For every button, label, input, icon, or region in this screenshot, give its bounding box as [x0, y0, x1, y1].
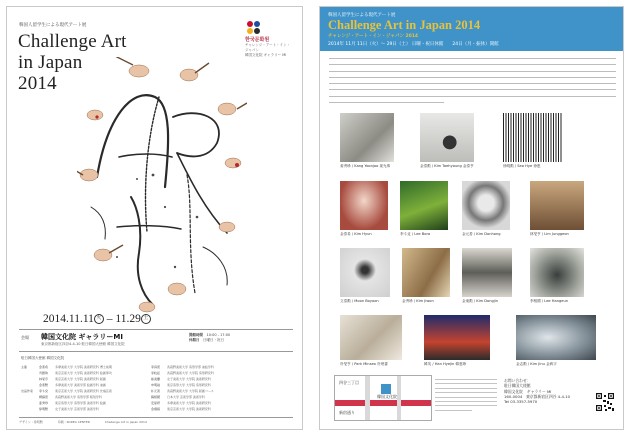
map-label: 新宿通り	[339, 410, 355, 415]
artist-caption: 徐明勲 / Seo Hye 徐惠	[503, 164, 541, 168]
poster-subtitle: 韓国人留学生による現代アート展	[19, 23, 87, 28]
back-title: Challenge Art in Japan 2014	[328, 18, 481, 32]
poster-title: Challenge Art in Japan 2014	[18, 31, 127, 94]
artwork-thumbnail	[530, 181, 584, 230]
poster-footer: デザイン : 徐明勲 印刷 : KOREA CENTER Challenge Art in Japan 2014	[19, 420, 147, 424]
artist-caption: 金元善 / Kim Donhong	[462, 232, 501, 236]
artist-caption: 韓英 / Han Hyejin 韓惠珍	[424, 362, 467, 366]
back-dates: 2014年 11月 11日（火）～ 29日（土） 日曜・祝日休館 24日（月・振休）開館	[328, 42, 499, 47]
exhibition-dates: 2014.11.11 火 – 11.29 土	[43, 313, 151, 325]
artwork-thumbnail	[530, 248, 584, 297]
artist-caption: 文泰勲 / Moon Boyoon	[340, 299, 379, 303]
artist-caption: 李相國 / Lee Hangeun	[530, 299, 569, 303]
artwork-thumbnail	[516, 315, 596, 360]
artwork-thumbnail	[462, 248, 512, 297]
qr-code-icon	[596, 393, 614, 411]
location-map	[334, 375, 432, 421]
divider	[19, 417, 293, 418]
map-label: 四谷三丁目	[339, 380, 359, 385]
korean-cultural-center-logo: 한국문화원 チャレンジ・アート・イン・ジャパン 韓国文化院 ギャラリー MI	[245, 21, 293, 58]
artist-row: 主催 金泰希 多摩美術大学 大学院 美術研究科 博士前期 李庭恩 武蔵野美術大学 造形学部 油絵学科	[21, 365, 214, 369]
artist-caption: 朴旻亨 / Park Minseo 朴珉書	[340, 362, 388, 366]
organizer: 駐日韓国大使館 韓国文化院	[21, 356, 65, 360]
back-katakana-title: チャレンジ・アート・イン・ジャパン 2014	[328, 34, 419, 39]
artist-row: 林旻亨 東京芸術大学 大学院 美術研究科 版画 崔美蘭 女子美術大学 大学院 美術研究科	[39, 377, 211, 381]
artist-row: 呉銀珠 東京芸術大学 大学院 美術研究科 絵画専攻 李旼姃 武蔵野美術大学 大学院 造形研究科	[39, 371, 214, 375]
artwork-thumbnail	[424, 315, 490, 360]
artwork-thumbnail	[340, 315, 402, 360]
artist-caption: 林旻亨 / Lim Junggeon	[530, 232, 569, 236]
artist-caption: 金志勲 / Kim Jinu 金眞宇	[516, 362, 557, 366]
artist-caption: 金泰勲 / Kim Taehyoung 金泰亨	[420, 164, 474, 168]
venue-name: 韓国文化院 ギャラリーMI	[41, 333, 124, 341]
artwork-thumbnail	[340, 113, 394, 162]
divider	[19, 329, 293, 330]
artist-row: 徐明勲 女子美術大学 芸術学部 美術学科 金禧娟 東京芸術大学 大学院 美術研究科	[39, 407, 211, 411]
access-notes	[435, 379, 497, 414]
intro-paragraph-text	[329, 58, 616, 108]
flyer-back-page	[319, 6, 624, 430]
map-label: 韓国文化院	[377, 394, 397, 399]
artist-caption: 金秀珍 / Kim Jiwon	[402, 299, 434, 303]
flyer-japanese-poster: 韓国人留学生による現代アート展 Challenge Art in Japan 2014 한국문화원 チャレンジ・アート・イン・ジャパン 韓国文化院 ギャラリー MI 2014.11.11 火 – 11.29 土 会場 韓国文化院 ギャラリーMI 東京都新宿区四谷4-4-10 駐日韓国大使館 韓国文化院 開館時間 10:00 - 17:00 休館日 日曜日・祝日 駐日韓国大使館 韓国文化院 主催 金泰希 多摩美術大学 大学院 美術研究科 博士前期 李庭恩 武蔵野美術大学 造形学部 油絵学科 呉銀珠 東京芸術大学 大学院 美術研究科 絵画専攻 李旼姃 武蔵野美術大学 大学院 造形研究科 林旻亨 東京芸術大学 大学院 美術研究科 版画 崔美蘭 女子美術大学 大学院 美術研究科 金泰勲 多摩美術大学 美術学部 絵画学科 油画 申明淑 東京造形大学 大学院 造形研究科 出品作家 李斗兌 東京芸術大学 大学院 美術研究科 先端芸術 朴元善 武蔵野美術大学 大学院 版画コース 柳譲恩 武蔵野美術大学 造形学部 彫刻学科 韓相國 日本大学 芸術学部 美術学科 姜秀珍 東京造形大学 造形学部 美術学科 絵画 安星妍 多摩美術大学 大学院 美術研究科 徐明勲 女子美術大学 芸術学部 美術学科 金禧娟 東京芸術大学 大学院 美術研究科 デザイン : 徐明勲 印刷 : KOREA CENTER Challenge Art in Japan 2014	[6, 6, 303, 430]
artwork-thumbnail	[420, 113, 474, 162]
artist-caption: 姜秀珍 / Kang Yoonjoo 姜允珠	[340, 164, 391, 168]
artwork-thumbnail	[402, 248, 450, 297]
artist-caption: 金東勲 / Kim Dongjin	[462, 299, 499, 303]
artist-row: 姜秀珍 東京造形大学 造形学部 美術学科 絵画 安星妍 多摩美術大学 大学院 美術研究科	[39, 401, 211, 405]
artist-row: 出品作家 李斗兌 東京芸術大学 大学院 美術研究科 先端芸術 朴元善 武蔵野美術大学 大学院 版画コース	[21, 389, 214, 393]
contact-info: お問い合わせ： 駐日韓国大使館 韓国文化院 ギャラリー MI 160-0004 東京都新宿区四谷 4-4-10 Tel 03-3357-5970	[504, 378, 571, 405]
artwork-thumbnail	[462, 181, 510, 230]
artist-row: 柳譲恩 武蔵野美術大学 造形学部 彫刻学科 韓相國 日本大学 芸術学部 美術学科	[39, 395, 205, 399]
divider	[19, 351, 293, 352]
opening-hours: 開館時間 10:00 - 17:00 休館日 日曜日・祝日	[189, 333, 231, 342]
artist-caption: 金泰希 / Kim Hyun	[340, 232, 372, 236]
artwork-thumbnail	[340, 248, 390, 297]
artist-row: 金泰勲 多摩美術大学 美術学部 絵画学科 油画 申明淑 東京造形大学 大学院 造形研究科	[39, 383, 211, 387]
poster-artwork-hands-lettering	[77, 57, 247, 315]
venue-address: 東京都新宿区四谷4-4-10 駐日韓国大使館 韓国文化院	[41, 342, 125, 346]
back-subtitle: 韓国人留学生による現代アート展	[328, 13, 396, 18]
logo-mark-icon	[247, 21, 261, 35]
artwork-thumbnail	[503, 113, 563, 162]
artwork-thumbnail	[340, 181, 388, 230]
artist-caption: 李斗兌 / Lee Bora	[400, 232, 431, 236]
artwork-thumbnail	[400, 181, 448, 230]
